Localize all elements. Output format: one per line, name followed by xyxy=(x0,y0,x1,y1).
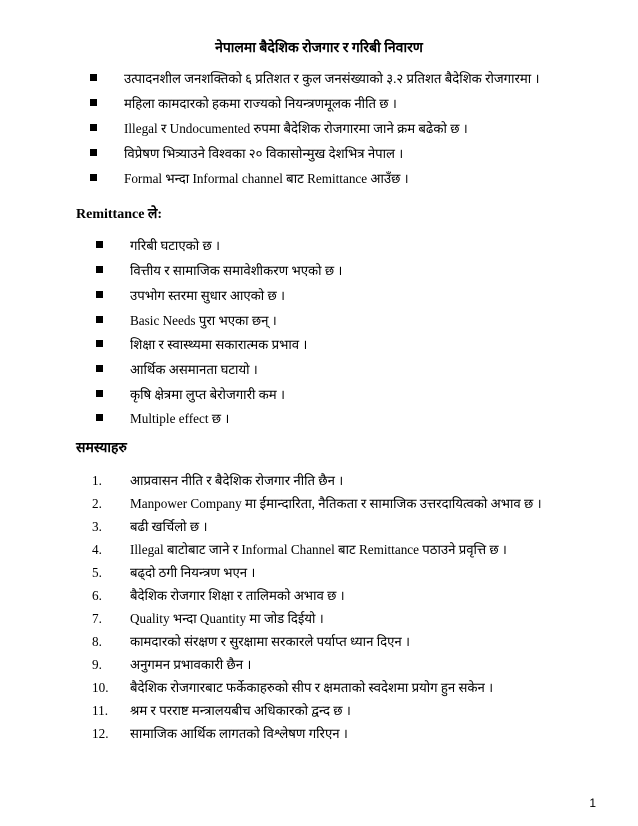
item-text: Manpower Company मा ईमान्दारिता, नैतिकता र सामाजिक उत्तरदायित्वको अभाव छ । xyxy=(130,496,542,511)
item-number: 3. xyxy=(92,519,102,534)
list-item xyxy=(130,411,229,427)
item-text: श्रम र परराष्ट मन्त्रालयबीच अधिकारको द्वन्द छ । xyxy=(130,703,351,718)
item-number: 10. xyxy=(92,680,109,695)
section-heading-remittance: Remittance ले: xyxy=(76,207,163,222)
bullet-square-icon xyxy=(90,174,97,181)
item-text: बढ्दो ठगी नियन्त्रण भएन । xyxy=(130,565,256,580)
item-text: Quality भन्दा Quantity मा जोड दिईयो । xyxy=(130,611,324,626)
list-item xyxy=(124,96,397,112)
bullet-square-icon xyxy=(96,316,103,323)
bullet-square-icon xyxy=(90,99,97,106)
list-item-text: Basic Needs पुरा भएका छन् । xyxy=(130,313,277,328)
list-item-text: उत्पादनशील जनशक्तिको ६ प्रतिशत र कुल जनसंख्याको ३.२ प्रतिशत बैदेशिक रोजगारमा । xyxy=(124,71,540,86)
list-item-text: विप्रेषण भित्र्याउने विश्वका २० विकासोन्मुख देशभित्र नेपाल । xyxy=(124,146,404,161)
section-heading-problems: समस्याहरु xyxy=(76,441,127,456)
item-number: 4. xyxy=(92,542,102,557)
item-text: बैदेशिक रोजगार शिक्षा र तालिमको अभाव छ । xyxy=(130,588,345,603)
bullet-square-icon xyxy=(96,241,103,248)
bullet-square-icon xyxy=(90,124,97,131)
numbered-item xyxy=(92,496,542,512)
item-text: कामदारको संरक्षण र सुरक्षामा सरकारले पर्याप्त ध्यान दिएन । xyxy=(130,634,411,649)
item-text: अनुगमन प्रभावकारी छैन । xyxy=(130,657,252,672)
list-item xyxy=(130,387,285,403)
item-text: बैदेशिक रोजगारबाट फर्केकाहरुको सीप र क्षमताको स्वदेशमा प्रयोग हुन सकेन । xyxy=(130,680,494,695)
bullet-square-icon xyxy=(90,149,97,156)
numbered-item xyxy=(92,634,411,650)
item-text: आप्रवासन नीति र बैदेशिक रोजगार नीति छैन । xyxy=(130,473,344,488)
item-number: 7. xyxy=(92,611,102,626)
list-item-text: Illegal र Undocumented रुपमा बैदेशिक रोजगारमा जाने क्रम बढेको छ । xyxy=(124,121,468,136)
list-item xyxy=(130,362,258,378)
item-text: बढी खर्चिलो छ । xyxy=(130,519,208,534)
list-item-text: आर्थिक असमानता घटायो । xyxy=(130,362,258,377)
list-item-text: वित्तीय र सामाजिक समावेशीकरण भएको छ । xyxy=(130,263,343,278)
item-number: 6. xyxy=(92,588,102,603)
numbered-item xyxy=(92,542,507,558)
item-number: 11. xyxy=(92,703,108,718)
list-item-text: महिला कामदारको हकमा राज्यको नियन्त्रणमूलक नीति छ । xyxy=(124,96,397,111)
numbered-item xyxy=(92,565,256,581)
item-number: 1. xyxy=(92,473,102,488)
numbered-item xyxy=(92,519,208,535)
numbered-item xyxy=(92,726,348,742)
bullet-square-icon xyxy=(96,291,103,298)
bullet-square-icon xyxy=(96,390,103,397)
list-item xyxy=(130,288,285,304)
item-number: 8. xyxy=(92,634,102,649)
list-item-text: गरिबी घटाएको छ । xyxy=(130,238,221,253)
list-item-text: Formal भन्दा Informal channel बाट Remittance आउँछ । xyxy=(124,171,409,186)
item-number: 2. xyxy=(92,496,102,511)
list-item xyxy=(124,121,468,137)
list-item-text: उपभोग स्तरमा सुधार आएको छ । xyxy=(130,288,286,303)
page-number: 1 xyxy=(589,796,596,810)
list-item xyxy=(130,313,277,329)
list-item xyxy=(130,238,220,254)
item-number: 5. xyxy=(92,565,102,580)
numbered-item xyxy=(92,657,252,673)
numbered-item xyxy=(92,611,324,627)
item-number: 9. xyxy=(92,657,102,672)
page-title: नेपालमा बैदेशिक रोजगार र गरिबी निवारण xyxy=(215,41,423,56)
list-item-text: Multiple effect छ । xyxy=(130,411,230,426)
list-item-text: शिक्षा र स्वास्थ्यमा सकारात्मक प्रभाव । xyxy=(130,337,308,352)
bullet-square-icon xyxy=(96,365,103,372)
list-item xyxy=(124,171,409,187)
numbered-item xyxy=(92,703,351,719)
numbered-item xyxy=(92,473,344,489)
list-item xyxy=(130,337,307,353)
bullet-square-icon xyxy=(90,74,97,81)
item-text: सामाजिक आर्थिक लागतको विश्लेषण गरिएन । xyxy=(130,726,348,741)
numbered-item xyxy=(92,680,494,696)
list-item xyxy=(124,71,540,87)
list-item xyxy=(130,263,342,279)
list-item xyxy=(124,146,403,162)
bullet-square-icon xyxy=(96,414,103,421)
bullet-square-icon xyxy=(96,266,103,273)
numbered-item xyxy=(92,588,345,604)
list-item-text: कृषि क्षेत्रमा लुप्त बेरोजगारी कम । xyxy=(130,387,285,402)
bullet-square-icon xyxy=(96,340,103,347)
item-number: 12. xyxy=(92,726,109,741)
item-text: Illegal बाटोबाट जाने र Informal Channel बाट Remittance पठाउने प्रवृत्ति छ । xyxy=(130,542,507,557)
